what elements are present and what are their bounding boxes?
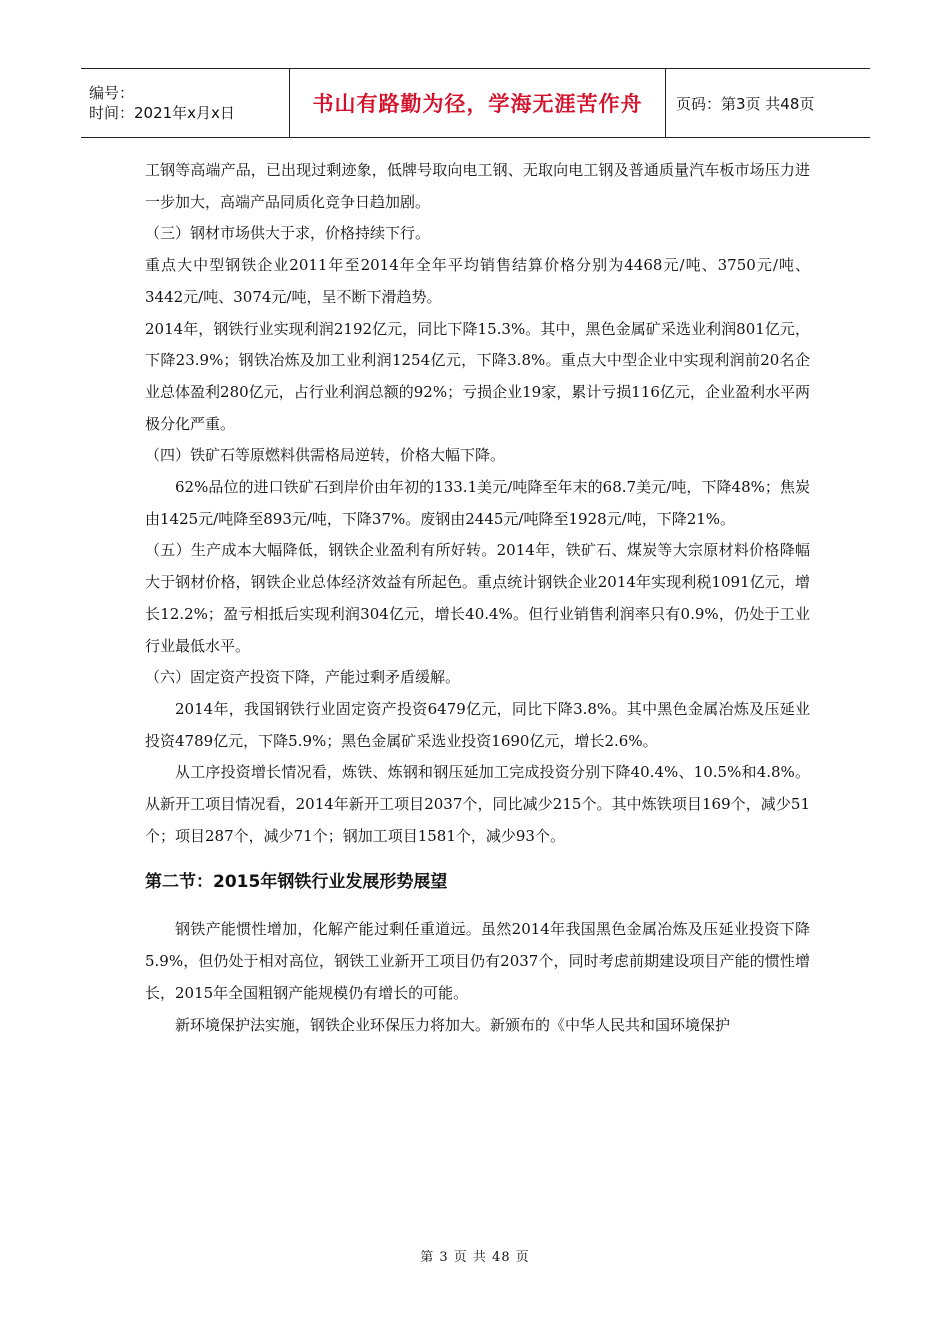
header-meta [81,69,289,137]
paragraph: 重点大中型钢铁企业2011年至2014年全年平均销售结算价格分别为4468元/吨、3750元/吨、3442元/吨、3074元/吨，呈不断下滑趋势。 [145,256,810,306]
paragraph: （五）生产成本大幅降低，钢铁企业盈利有所好转。2014年，铁矿石、煤炭等大宗原材料价格降幅大于钢材价格，钢铁企业总体经济效益有所起色。重点统计钢铁企业2014年实现利税1091亿元，增长12.2%；盈亏相抵后实现利润304亿元，增长40.4%。但行业销售利润率只有0.9%，仍处于工业行业最低水平。 [145,541,810,655]
paragraph: 新环境保护法实施，钢铁企业环保压力将加大。新颁布的《中华人民共和国环境保护 [175,1015,731,1034]
subheading: （四）铁矿石等原燃料供需格局逆转，价格大幅下降。 [145,446,506,465]
header-number: 编号： [89,84,135,102]
paragraph: 从工序投资增长情况看，炼铁、炼钢和钢压延加工完成投资分别下降40.4%、10.5%和4.8%。从新开工项目情况看，2014年新开工项目2037个，同比减少215个。其中炼铁项目169个，减少51个；项目287个，减少71个；钢加工项目1581个，减少93个。 [145,763,810,845]
paragraph: 2014年，钢铁行业实现利润2192亿元，同比下降15.3%。其中，黑色金属矿采选业利润801亿元，下降23.9%；钢铁冶炼及加工业利润1254亿元，下降3.8%。重点大中型企业中实现利润前20名企业总体盈利280亿元，占行业利润总额的92%；亏损企业19家，累计亏损116亿元，企业盈利水平两极分化严重。 [145,319,810,433]
header-date: 时间：2021年x月x日 [89,104,235,122]
subheading: （三）钢材市场供大于求，价格持续下行。 [145,224,431,243]
header-page-number: 页码：第3页 共48页 [676,94,815,113]
paragraph: 钢铁产能惯性增加，化解产能过剩任重道远。虽然2014年我国黑色金属冶炼及压延业投资下降5.9%，但仍处于相对高位，钢铁工业新开工项目仍有2037个，同时考虑前期建设项目产能的惯性增长，2015年全国粗钢产能规模仍有增长的可能。 [145,920,810,1002]
section-title: 第二节：2015年钢铁行业发展形势展望 [145,872,448,893]
page-header [81,68,870,138]
paragraph: 工钢等高端产品，已出现过剩迹象，低牌号取向电工钢、无取向电工钢及普通质量汽车板市场压力进一步加大，高端产品同质化竞争日趋加剧。 [145,161,810,211]
document-body [145,155,810,1041]
header-motto: 书山有路勤为径，学海无涯苦作舟 [289,69,666,137]
paragraph: 62%品位的进口铁矿石到岸价由年初的133.1美元/吨降至年末的68.7美元/吨，下降48%；焦炭由1425元/吨降至893元/吨，下降37%。废钢由2445元/吨降至1928元/吨，下降21%。 [145,478,810,528]
paragraph: 2014年，我国钢铁行业固定资产投资6479亿元，同比下降3.8%。其中黑色金属冶炼及压延业投资4789亿元，下降5.9%；黑色金属矿采选业投资1690亿元，增长2.6%。 [145,699,810,750]
page-footer: 第 3 页 共 48 页 [420,1250,530,1265]
subheading: （六）固定资产投资下降，产能过剩矛盾缓解。 [145,668,461,687]
